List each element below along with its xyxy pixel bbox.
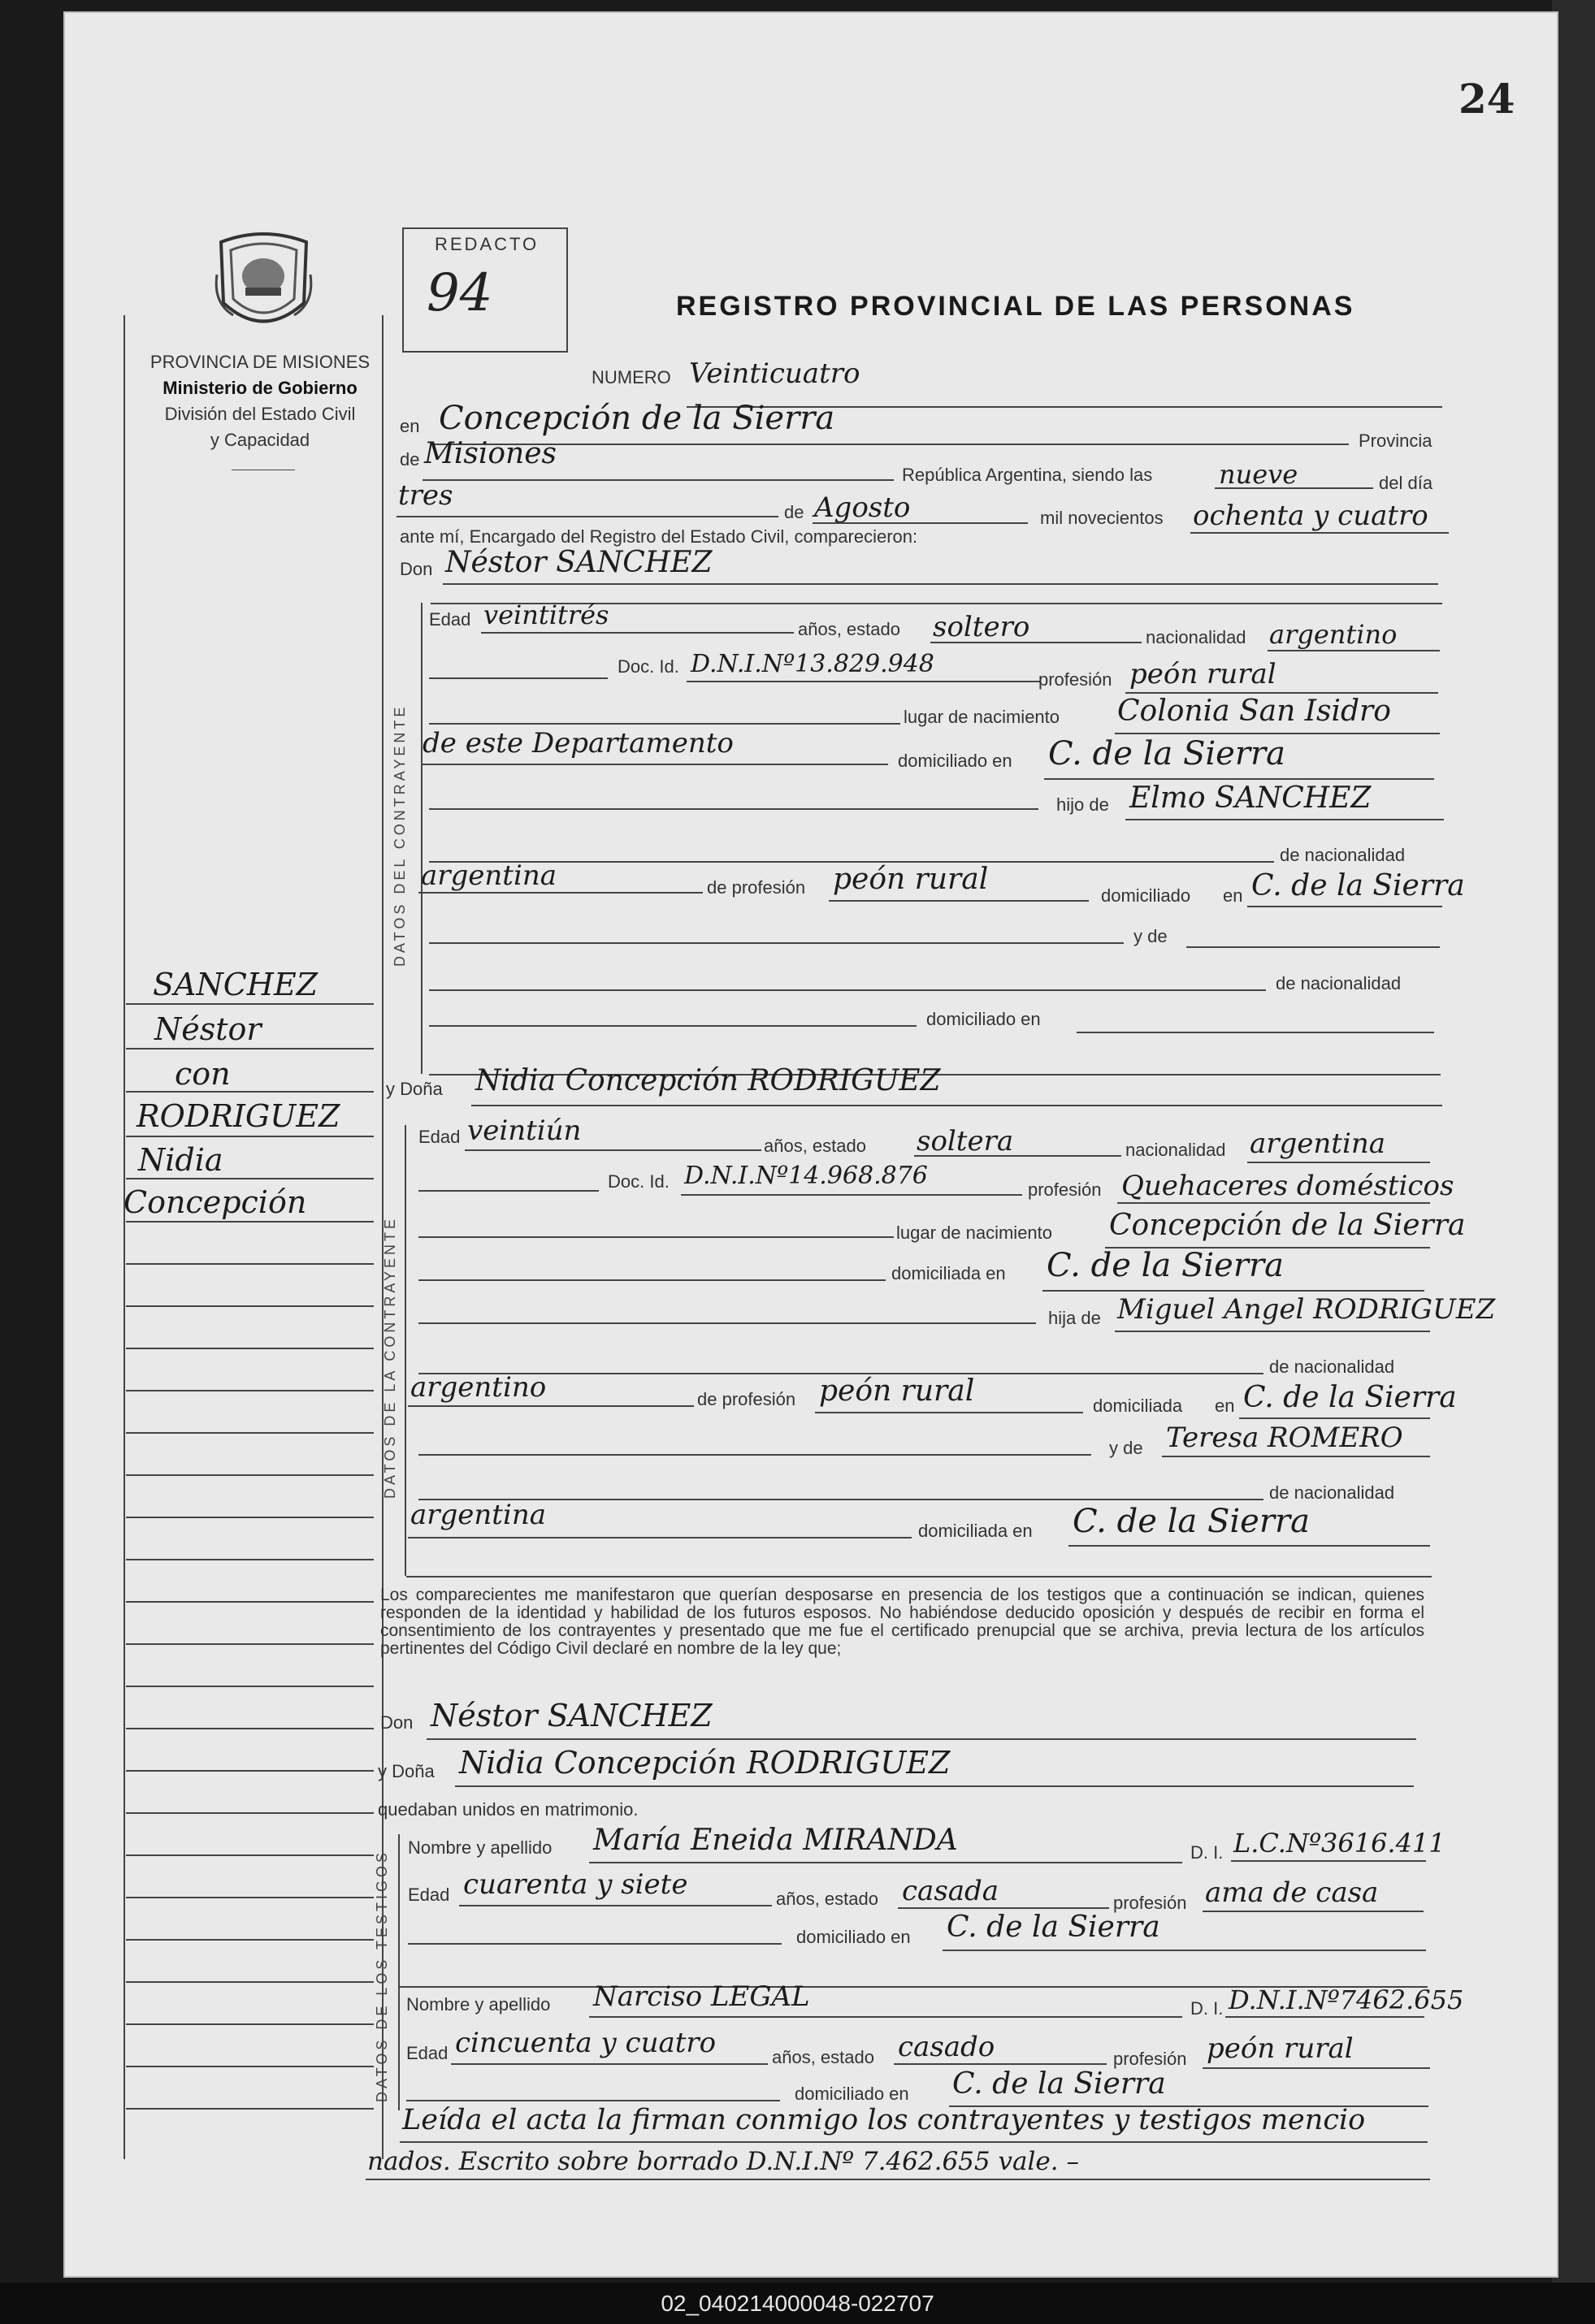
field-numero: Veinticuatro [689, 357, 860, 390]
label-del-dia: del día [1379, 473, 1433, 493]
label-quedaban: quedaban unidos en matrimonio. [378, 1799, 639, 1820]
label-anos-estado-w2: años, estado [772, 2047, 874, 2067]
closing-line-2: nados. Escrito sobre borrado D.N.I.Nº 7.462.655 vale. – [367, 2147, 1079, 2176]
left-margin-rule [124, 315, 125, 2159]
field-lugar: Concepción de la Sierra [439, 400, 835, 437]
groom-domicilio: C. de la Sierra [1048, 735, 1285, 773]
witness2-estado: casado [898, 2031, 995, 2063]
bride-edad: veintiún [467, 1114, 582, 1147]
label-doc-groom: Doc. Id. [618, 656, 679, 677]
bride-bracket [405, 1125, 406, 1576]
witness-bracket [398, 1834, 400, 2110]
label-de-nacionalidad-bride-madre: de nacionalidad [1269, 1482, 1395, 1503]
label-di-w2: D. I. [1190, 1998, 1224, 2019]
label-y-de-groom: y de [1133, 926, 1168, 946]
bride-doc: D.N.I.Nº14.968.876 [684, 1162, 928, 1190]
groom-profesion: peón rural [1129, 658, 1276, 690]
label-ante-mi: ante mí, Encargado del Registro del Estado Civil, comparecieron: [400, 526, 918, 547]
label-lugar-nacimiento-bride: lugar de nacimiento [896, 1223, 1053, 1243]
label-en-groom-padre: en [1223, 885, 1243, 906]
witness1-profesion: ama de casa [1205, 1876, 1379, 1909]
issuer-division: División del Estado Civil [164, 404, 356, 424]
label-datos-contrayente-f: DATOS DE LA CONTRAYENTE [382, 1215, 398, 1499]
page-number: 24 [1458, 75, 1515, 123]
margin-surname-groom: SANCHEZ [153, 967, 319, 1002]
label-domiciliado-groom-madre: domiciliado en [926, 1009, 1041, 1029]
label-domiciliado-groom: domiciliado en [898, 751, 1012, 771]
document-title: REGISTRO PROVINCIAL DE LAS PERSONAS [676, 291, 1355, 322]
margin-name-bride: Nidia [138, 1142, 223, 1178]
label-de-profesion-groom-padre: de profesión [707, 877, 806, 898]
groom-estado: soltero [933, 611, 1030, 643]
witness1-domicilio: C. de la Sierra [947, 1911, 1160, 1944]
label-nombre-w1: Nombre y apellido [408, 1837, 553, 1858]
label-anos-estado-w1: años, estado [776, 1889, 878, 1909]
witness2-edad: cincuenta y cuatro [455, 2027, 717, 2059]
label-profesion-w1: profesión [1113, 1893, 1187, 1913]
bride-padre-domicilio: C. de la Sierra [1243, 1381, 1457, 1414]
stamp-number: 94 [427, 263, 493, 323]
declaration-dona: Nidia Concepción RODRIGUEZ [459, 1745, 951, 1781]
witness2-doc: D.N.I.Nº7462.655 [1229, 1984, 1464, 2015]
label-domiciliada-bride-madre: domiciliada en [918, 1521, 1033, 1541]
bride-nacionalidad: argentina [1250, 1127, 1386, 1160]
label-nacionalidad-groom: nacionalidad [1146, 627, 1246, 647]
label-en-bride-padre: en [1215, 1396, 1235, 1416]
witness2-name: Narciso LEGAL [593, 1980, 810, 2013]
bride-estado: soltera [917, 1125, 1014, 1158]
margin-surname-bride: RODRIGUEZ [137, 1098, 340, 1134]
label-domiciliado-w1: domiciliado en [796, 1927, 911, 1947]
label-y-dona-declaration: y Doña [378, 1761, 435, 1781]
witness1-name: María Eneida MIRANDA [593, 1824, 958, 1857]
label-provincia: Provincia [1359, 431, 1432, 451]
stamp-label: REDACTO [435, 234, 540, 254]
label-y-dona: y Doña [386, 1079, 443, 1099]
groom-padre-profesion: peón rural [833, 863, 989, 896]
field-mes: Agosto [814, 491, 911, 524]
label-domiciliada-bride-padre: domiciliada [1093, 1396, 1183, 1416]
label-profesion-groom: profesión [1038, 669, 1112, 690]
groom-padre-nacionalidad: argentina [421, 859, 557, 892]
field-hora: nueve [1219, 459, 1298, 490]
issuer-header [134, 349, 386, 453]
bride-madre-nacionalidad: argentina [410, 1499, 547, 1531]
groom-padre-domicilio: C. de la Sierra [1251, 869, 1465, 902]
label-de-nacionalidad-groom-madre: de nacionalidad [1276, 973, 1402, 993]
label-profesion-w2: profesión [1113, 2049, 1187, 2069]
label-y-de-bride: y de [1109, 1438, 1143, 1458]
label-profesion-bride: profesión [1028, 1179, 1102, 1200]
margin-name-bride-2: Concepción [124, 1184, 307, 1220]
witness2-domicilio: C. de la Sierra [952, 2067, 1166, 2101]
label-hijo-de: hijo de [1056, 794, 1109, 815]
label-don-declaration: Don [380, 1712, 414, 1733]
label-datos-contrayente-m: DATOS DEL CONTRAYENTE [392, 703, 408, 967]
label-datos-testigos: DATOS DE LOS TESTIGOS [374, 1849, 390, 2102]
groom-lugar-nacimiento-2: de este Departamento [423, 727, 734, 760]
label-de-provincia: de [400, 449, 420, 470]
label-numero: NUMERO [592, 367, 671, 387]
label-edad-bride: Edad [418, 1127, 461, 1147]
field-dia: tres [398, 479, 453, 512]
label-don: Don [400, 559, 433, 579]
issuer-ministry: Ministerio de Gobierno [163, 378, 358, 398]
label-di-w1: D. I. [1190, 1842, 1224, 1863]
margin-con: con [175, 1056, 231, 1092]
issuer-province: PROVINCIA DE MISIONES [150, 352, 371, 372]
bride-domicilio: C. de la Sierra [1047, 1247, 1284, 1284]
groom-doc: D.N.I.Nº13.829.948 [691, 650, 934, 678]
groom-nacionalidad: argentino [1269, 619, 1398, 650]
label-anos-estado-groom: años, estado [798, 619, 900, 639]
label-en: en [400, 416, 420, 436]
label-de-nacionalidad-bride-padre: de nacionalidad [1269, 1357, 1395, 1377]
bride-madre: Teresa ROMERO [1166, 1422, 1403, 1454]
bride-madre-domicilio: C. de la Sierra [1073, 1503, 1310, 1540]
image-caption: 02_040214000048-022707 [0, 2283, 1595, 2324]
groom-edad: veintitrés [483, 599, 609, 630]
label-de-nacionalidad-groom-padre: de nacionalidad [1280, 845, 1406, 865]
legal-paragraph: Los comparecientes me manifestaron que querían desposarse en presencia de los testigos que a continuación se indican, quienes responden de la identidad y habilidad de los futuros esposos. No habiéndose deducido oposición y después de recibir en forma el consentimiento de los contrayentes y presentado que me fue el certificado prenupcial que se archiva, previa lectura de los artículos pertinentes del Código Civil declaré en nombre de la ley que; [380, 1586, 1424, 1658]
groom-name: Néstor SANCHEZ [445, 546, 713, 579]
groom-bracket [421, 603, 423, 1074]
label-edad-w2: Edad [406, 2043, 449, 2063]
label-nacionalidad-bride: nacionalidad [1125, 1140, 1226, 1160]
margin-name-groom: Néstor [154, 1011, 262, 1047]
label-hija-de: hija de [1048, 1308, 1101, 1328]
redacto-stamp [402, 227, 568, 353]
declaration-don: Néstor SANCHEZ [431, 1698, 713, 1733]
bride-padre-profesion: peón rural [819, 1374, 975, 1408]
label-de-mes: de [784, 502, 804, 522]
groom-padre: Elmo SANCHEZ [1129, 781, 1372, 815]
issuer-capacity: y Capacidad [210, 430, 310, 450]
label-de-profesion-bride-padre: de profesión [697, 1389, 796, 1409]
witness1-doc: L.C.Nº3616.411 [1233, 1828, 1445, 1859]
field-provincia: Misiones [424, 437, 557, 470]
label-anos-estado-bride: años, estado [764, 1136, 866, 1156]
label-doc-bride: Doc. Id. [608, 1171, 670, 1192]
witness2-profesion: peón rural [1207, 2032, 1354, 2065]
label-edad-w1: Edad [408, 1885, 450, 1905]
provincial-seal-icon [213, 226, 314, 340]
label-domiciliado-w2: domiciliado en [795, 2084, 909, 2104]
label-mil-novecientos: mil novecientos [1040, 508, 1164, 528]
witness1-edad: cuarenta y siete [463, 1868, 688, 1901]
label-domiciliado-groom-padre: domiciliado [1101, 885, 1191, 906]
bride-name: Nidia Concepción RODRIGUEZ [475, 1064, 941, 1097]
bride-padre: Miguel Angel RODRIGUEZ [1117, 1293, 1496, 1326]
bride-padre-nacionalidad: argentino [410, 1371, 547, 1404]
field-anio: ochenta y cuatro [1193, 500, 1428, 532]
label-edad-groom: Edad [429, 609, 471, 630]
label-domiciliada-bride: domiciliada en [891, 1263, 1006, 1283]
label-republica: República Argentina, siendo las [902, 465, 1153, 485]
groom-lugar-nacimiento: Colonia San Isidro [1117, 695, 1391, 728]
witness1-estado: casada [902, 1875, 999, 1907]
bride-profesion: Quehaceres domésticos [1121, 1170, 1454, 1202]
label-lugar-nacimiento-groom: lugar de nacimiento [904, 707, 1060, 727]
label-nombre-w2: Nombre y apellido [406, 1994, 551, 2015]
bride-lugar-nacimiento: Concepción de la Sierra [1109, 1209, 1466, 1242]
closing-line-1: Leída el acta la firman conmigo los contrayentes y testigos mencio [402, 2104, 1366, 2136]
